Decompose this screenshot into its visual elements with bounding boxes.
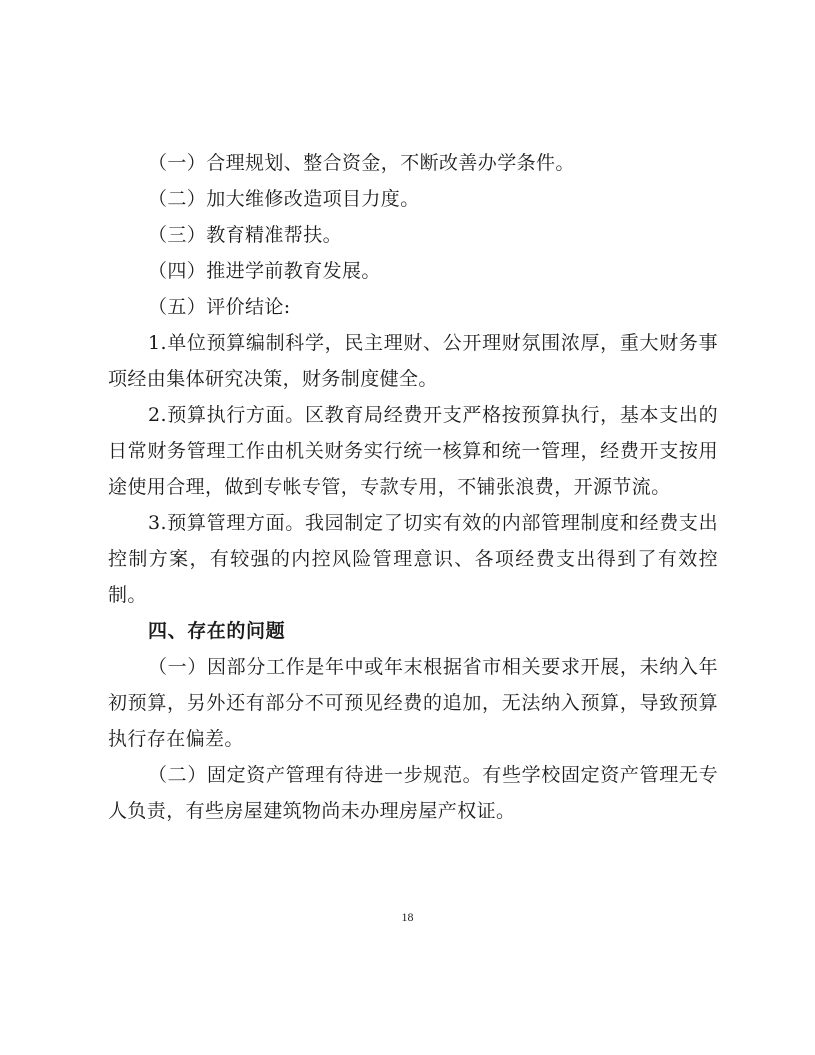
paragraph-1-3: （三）教育精准帮扶。 xyxy=(148,224,343,246)
paragraph-1-4: （四）推进学前教育发展。 xyxy=(148,260,381,282)
paragraph-1-2: （二）加大维修改造项目力度。 xyxy=(148,188,420,210)
conclusion-1: 1.单位预算编制科学，民主理财、公开理财氛围浓厚，重大财务事项经由集体研究决策，财务制度健全。 xyxy=(108,332,718,390)
section-heading-problems: 四、存在的问题 xyxy=(148,620,286,642)
conclusion-2: 2.预算执行方面。区教育局经费开支严格按预算执行，基本支出的日常财务管理工作由机关财务实行统一核算和统一管理，经费开支按用途使用合理，做到专帐专管，专款专用，不铺张浪费，开源节流。 xyxy=(108,404,718,498)
problem-1: （一）因部分工作是年中或年末根据省市相关要求开展，未纳入年初预算，另外还有部分不可预见经费的追加，无法纳入预算，导致预算执行存在偏差。 xyxy=(108,656,718,750)
page-number: 18 xyxy=(401,910,414,924)
paragraph-1-1: （一）合理规划、整合资金，不断改善办学条件。 xyxy=(148,152,575,174)
document-body xyxy=(108,145,718,829)
problem-2: （二）固定资产管理有待进一步规范。有些学校固定资产管理无专人负责，有些房屋建筑物尚未办理房屋产权证。 xyxy=(108,764,718,822)
paragraph-1-5: （五）评价结论: xyxy=(148,296,291,318)
conclusion-3: 3.预算管理方面。我园制定了切实有效的内部管理制度和经费支出控制方案，有较强的内控风险管理意识、各项经费支出得到了有效控制。 xyxy=(108,512,718,606)
